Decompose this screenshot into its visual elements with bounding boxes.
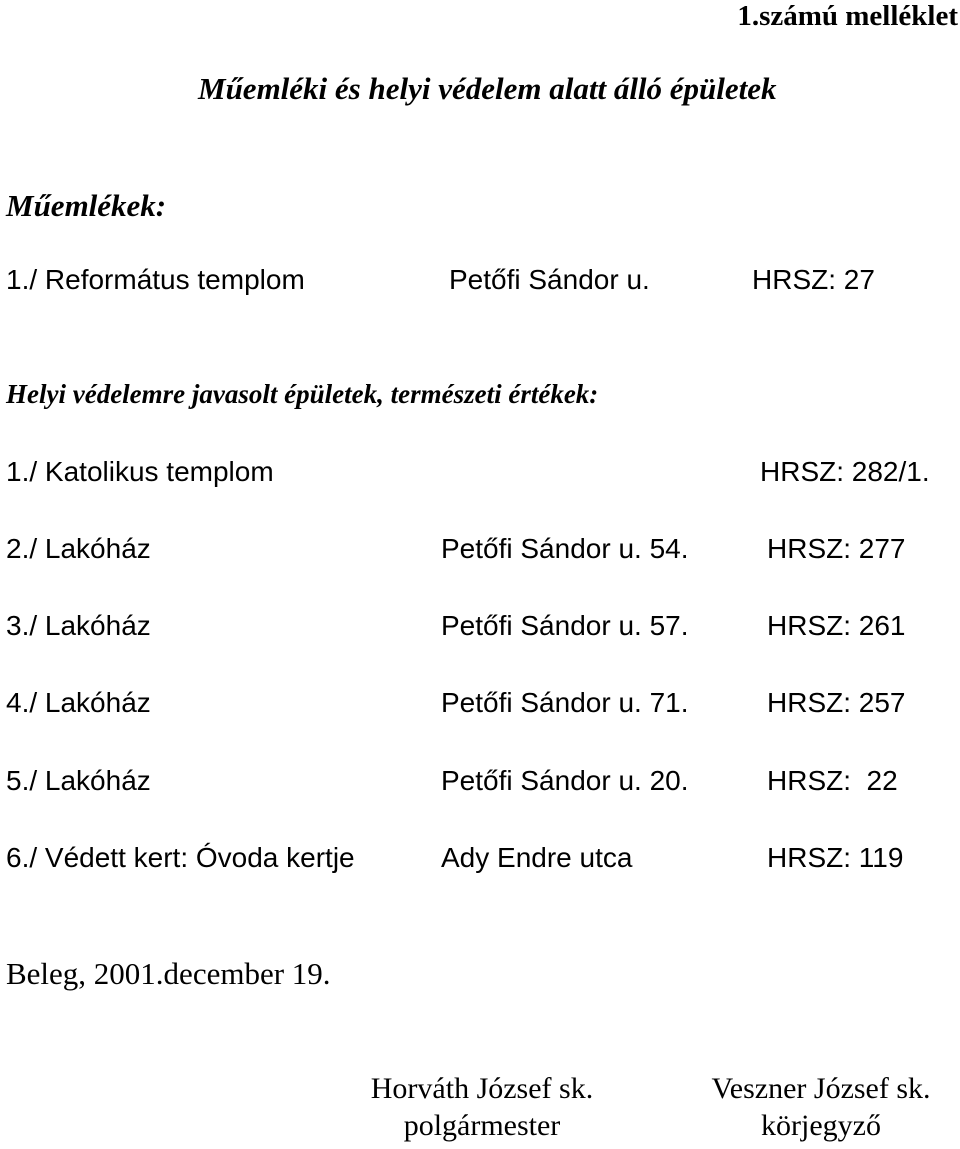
local-item-address: Petőfi Sándor u. 71.: [441, 687, 689, 718]
local-item-name: 6./ Védett kert: Óvoda kertje: [6, 842, 355, 873]
signature-role: körjegyző: [761, 1109, 881, 1142]
local-item-address: Ady Endre utca: [441, 842, 633, 873]
local-item-hrsz: HRSZ: 261: [767, 610, 906, 641]
signature-notary: [698, 1074, 944, 1141]
signature-mayor: [357, 1074, 607, 1141]
page-title: Műemléki és helyi védelem alatt álló épületek: [198, 71, 777, 106]
local-item-address: Petőfi Sándor u. 57.: [441, 610, 689, 641]
local-item-hrsz: HRSZ: 277: [767, 533, 906, 564]
monument-hrsz: HRSZ: 27: [752, 264, 875, 295]
signature-name: Horváth József sk.: [370, 1072, 594, 1105]
local-item-address: Petőfi Sándor u. 20.: [441, 765, 689, 796]
signature-name: Veszner József sk.: [711, 1072, 931, 1105]
local-item-address: Petőfi Sándor u. 54.: [441, 533, 689, 564]
monument-address: Petőfi Sándor u.: [449, 264, 650, 295]
annex-label: 1.számú melléklet: [737, 0, 958, 32]
local-item-name: 3./ Lakóház: [6, 610, 151, 641]
monument-name: 1./ Református templom: [6, 264, 305, 295]
local-item-hrsz: HRSZ: 22: [767, 765, 898, 796]
local-item-name: 2./ Lakóház: [6, 533, 151, 564]
place-date: Beleg, 2001.december 19.: [6, 956, 331, 991]
local-item-name: 5./ Lakóház: [6, 765, 151, 796]
local-item-hrsz: HRSZ: 119: [767, 842, 904, 873]
local-item-name: 1./ Katolikus templom: [6, 456, 274, 487]
local-item-hrsz: HRSZ: 282/1.: [760, 456, 930, 487]
local-item-name: 4./ Lakóház: [6, 687, 151, 718]
monuments-heading: Műemlékek:: [6, 188, 167, 223]
signature-role: polgármester: [403, 1109, 561, 1142]
local-item-hrsz: HRSZ: 257: [767, 687, 906, 718]
local-protection-heading: Helyi védelemre javasolt épületek, természeti értékek:: [6, 379, 599, 409]
